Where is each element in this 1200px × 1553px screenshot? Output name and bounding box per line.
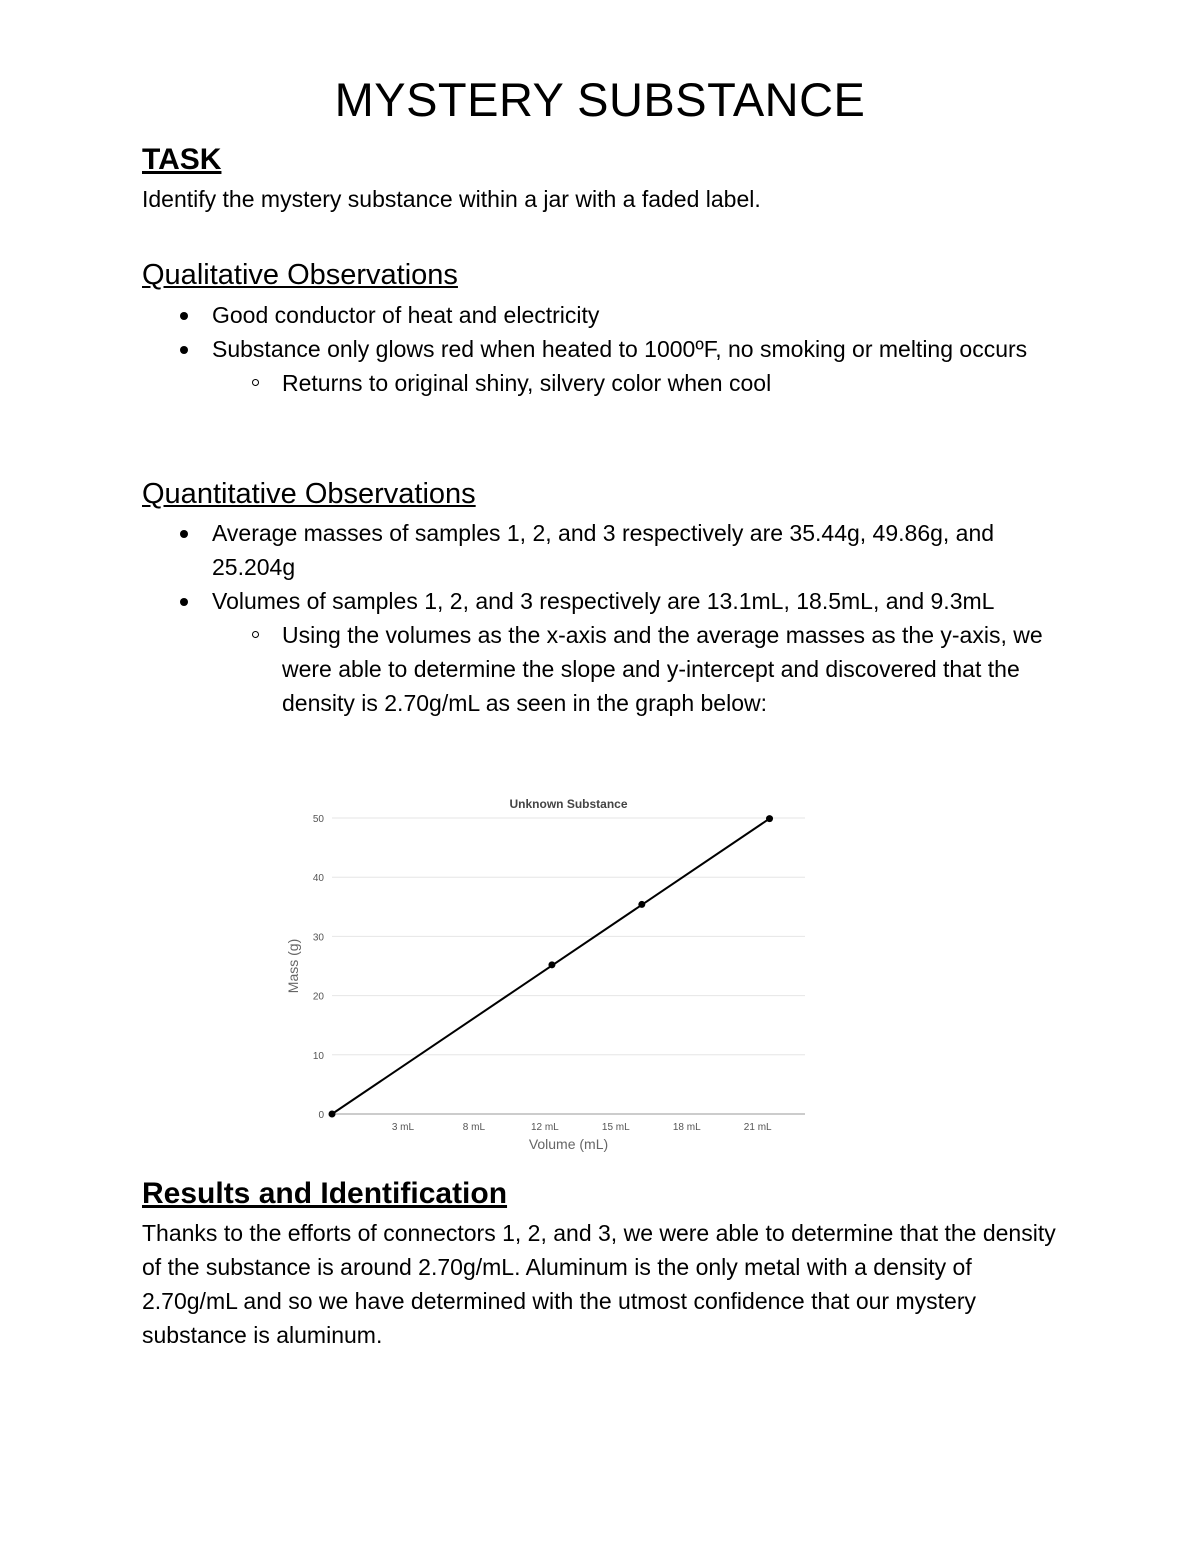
hollow-bullet-icon	[252, 379, 259, 386]
x-tick-label: 18 mL	[672, 1122, 701, 1133]
results-text: Thanks to the efforts of connectors 1, 2, and 3, we were able to determine that the density of the substance is around 2.70g/mL. Aluminum is the only metal with a density of 2.70g/mL and so we have determined with the utmost confidence that our mystery substance is aluminum.	[142, 1220, 1056, 1348]
quantitative-sublist	[212, 618, 1052, 720]
x-tick-label: 15 mL	[601, 1122, 630, 1133]
y-tick-label: 10	[312, 1050, 324, 1062]
task-text: Identify the mystery substance within a jar with a faded label.	[142, 186, 761, 212]
qualitative-list	[172, 298, 1052, 400]
list-item	[172, 584, 1052, 720]
list-item	[212, 618, 1052, 720]
x-tick-label: 3 mL	[391, 1122, 415, 1133]
x-tick-label: 8 mL	[462, 1122, 486, 1133]
y-tick-label: 0	[318, 1110, 324, 1121]
list-item	[172, 516, 1052, 584]
list-item-text: Using the volumes as the x-axis and the average masses as the y-axis, we were able to determine the slope and y-intercept and discovered that the density is 2.70g/mL as seen in the graph below:	[282, 622, 1043, 716]
page-title: MYSTERY SUBSTANCE	[334, 73, 866, 126]
bullet-icon	[180, 598, 188, 606]
data-point	[548, 961, 555, 968]
bullet-icon	[180, 346, 188, 354]
data-point	[766, 815, 773, 822]
density-chart	[280, 790, 820, 1160]
y-axis-label: Mass (g)	[285, 938, 301, 994]
list-item-text: Average masses of samples 1, 2, and 3 respectively are 35.44g, 49.86g, and 25.204g	[212, 520, 995, 580]
bullet-icon	[180, 312, 188, 320]
results-heading: Results and Identification	[142, 1177, 508, 1210]
qualitative-sublist	[212, 366, 1052, 400]
y-tick-label: 40	[312, 873, 324, 885]
list-item	[172, 332, 1052, 400]
list-item	[172, 298, 1052, 332]
data-point	[638, 901, 645, 908]
qualitative-heading: Qualitative Observations	[142, 259, 458, 291]
hollow-bullet-icon	[252, 631, 259, 638]
y-tick-label: 30	[312, 932, 324, 944]
task-heading: TASK	[142, 143, 222, 176]
y-tick-label: 50	[312, 814, 324, 825]
list-item	[212, 366, 1052, 400]
quantitative-list	[172, 516, 1052, 720]
y-tick-label: 20	[312, 991, 324, 1003]
x-tick-label: 12 mL	[530, 1122, 559, 1133]
quantitative-heading: Quantitative Observations	[142, 478, 476, 510]
list-item-text: Good conductor of heat and electricity	[212, 302, 600, 328]
list-item-text: Volumes of samples 1, 2, and 3 respectively are 13.1mL, 18.5mL, and 9.3mL	[212, 588, 995, 614]
chart-title: Unknown Substance	[509, 797, 628, 811]
x-tick-label: 21 mL	[743, 1122, 772, 1133]
x-axis-label: Volume (mL)	[528, 1136, 609, 1152]
list-item-text: Returns to original shiny, silvery color when cool	[282, 370, 772, 396]
data-point	[329, 1111, 336, 1118]
bullet-icon	[180, 530, 188, 538]
list-item-text: Substance only glows red when heated to 1000ºF, no smoking or melting occurs	[212, 336, 1028, 362]
